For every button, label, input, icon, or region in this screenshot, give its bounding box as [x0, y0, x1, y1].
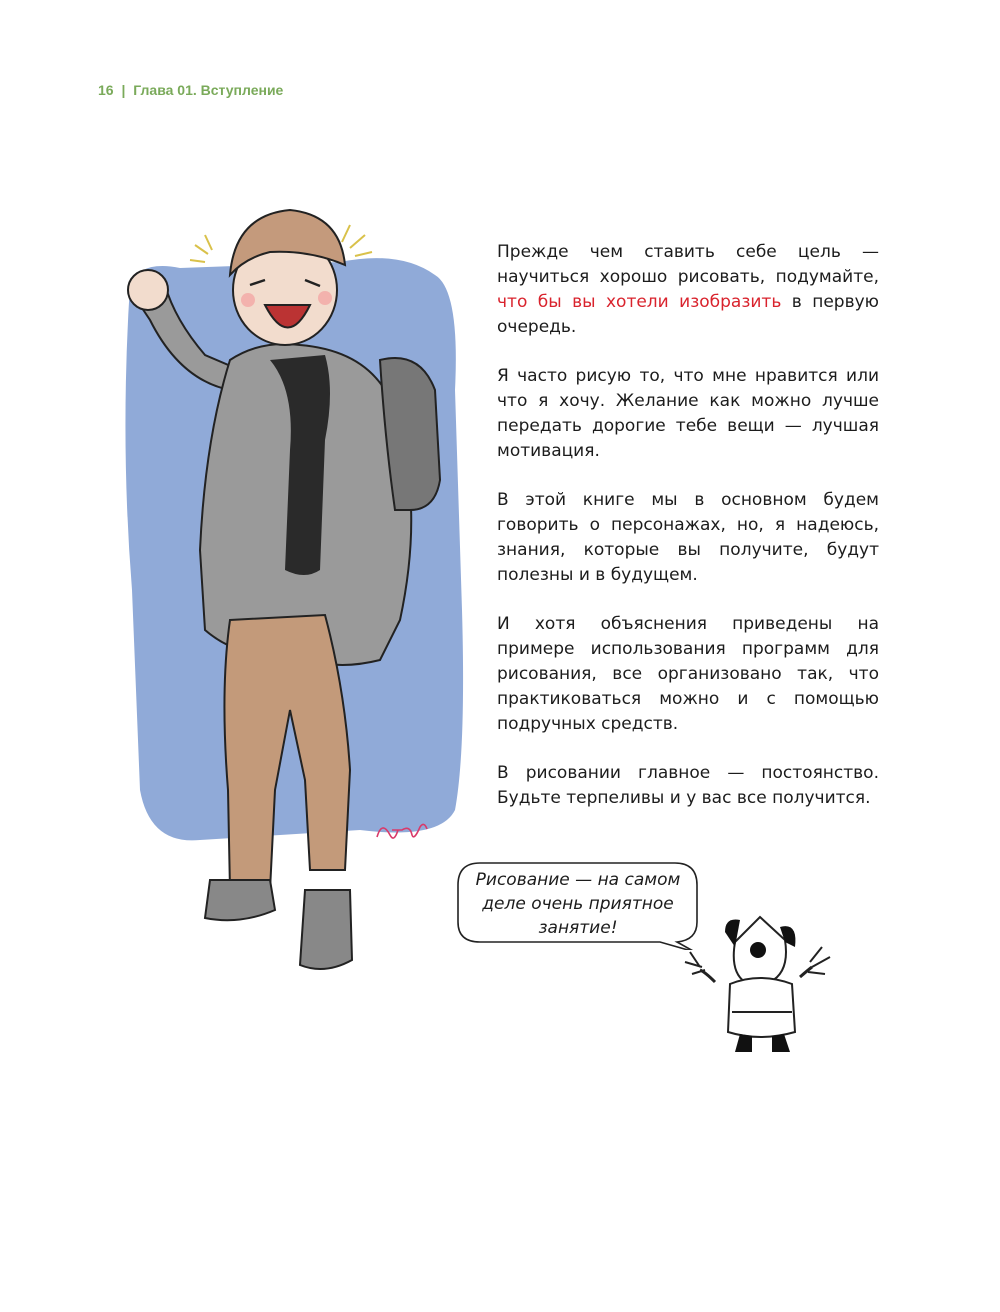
- paragraph-5: В рисовании главное — постоянство. Будьте терпеливы и у вас все получится.: [497, 763, 879, 808]
- chapter-title: Глава 01. Вступление: [133, 82, 284, 98]
- paragraph-1: Прежде чем ставить себе цель — научиться хорошо рисовать, подумайте, что бы вы хотели изобразить в первую очередь.: [497, 242, 879, 337]
- speech-bubble-text: Рисование — на самом деле очень приятное занятие!: [475, 870, 681, 938]
- character-illustration: [110, 190, 470, 990]
- page-number: 16: [98, 82, 114, 98]
- paragraph-3: В этой книге мы в основном будем говорить о персонажах, но, я надеюсь, знания, которые вы получите, будут полезны и в будущем.: [497, 490, 879, 585]
- page-header: [98, 82, 283, 98]
- highlighted-phrase: что бы вы хотели изобразить: [497, 292, 782, 312]
- artist-signature: [372, 815, 432, 845]
- body-text: [497, 240, 879, 835]
- header-separator: |: [121, 82, 126, 98]
- paragraph-4: И хотя объяснения приведены на примере использования программ для рисования, все организовано так, что практиковаться можно и с помощью подручных средств.: [497, 614, 879, 734]
- paragraph-2: Я часто рисую то, что мне нравится или что я хочу. Желание как можно лучше передать дорогие тебе вещи — лучшая мотивация.: [497, 366, 879, 461]
- right-shoe: [300, 890, 352, 969]
- fist: [128, 270, 168, 310]
- left-shoe: [205, 880, 275, 920]
- mascot-character: [680, 912, 840, 1062]
